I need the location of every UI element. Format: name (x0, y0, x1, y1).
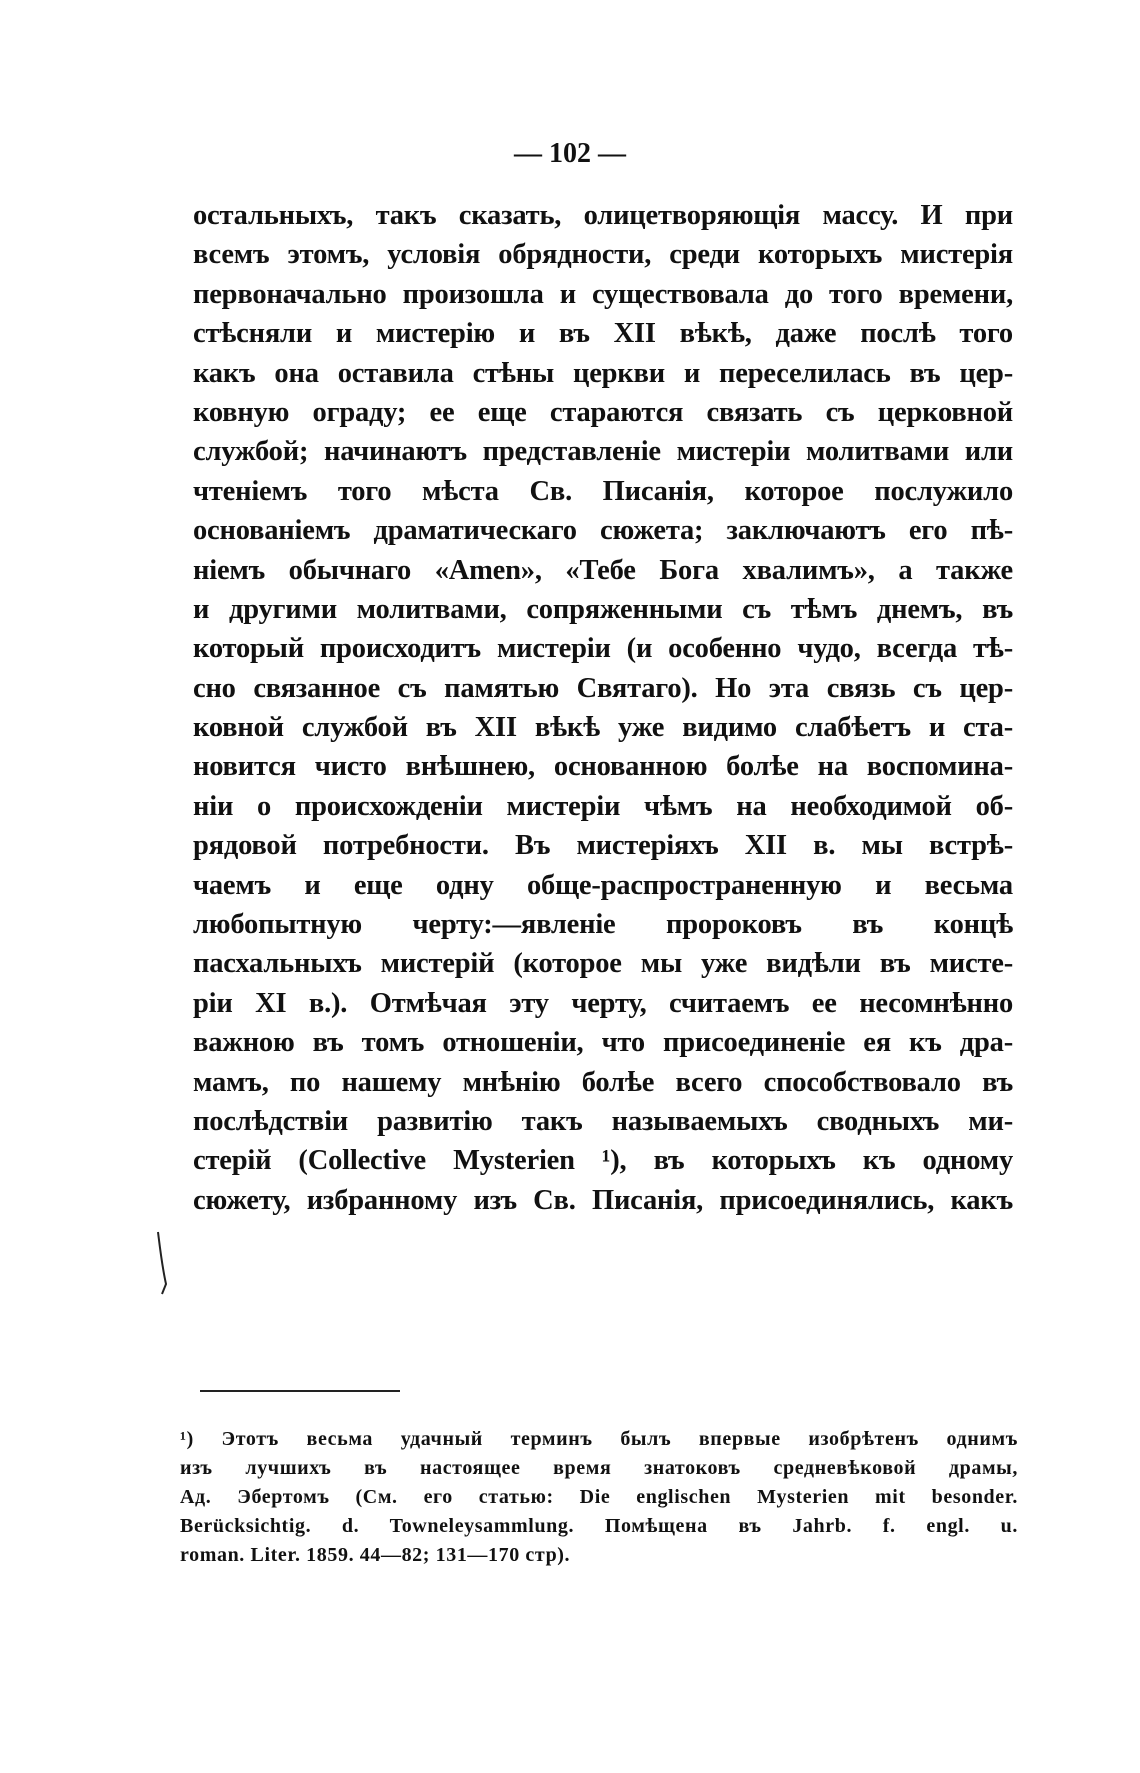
text-line: сно связанное съ памятью Святаго). Но эта связь съ цер- (193, 672, 1013, 704)
text-line: чаемъ и еще одну обще-распространенную и весьма (193, 869, 1013, 901)
text-line: остальныхъ, такъ сказать, олицетворяющія массу. И при (193, 200, 1013, 231)
footnote-line: Ад. Эбертомъ (См. его статью: Die englischen Mysterien mit besonder. (180, 1486, 1018, 1508)
text-line: основаніемъ драматическаго сюжета; заключаютъ его пѣ- (193, 515, 1013, 547)
text-line: мамъ, по нашему мнѣнію болѣе всего способствовало въ (193, 1066, 1013, 1098)
footnote (180, 1425, 1018, 1570)
footnote-line: ¹) Этотъ весьма удачный терминъ былъ впервые изобрѣтенъ однимъ (180, 1428, 1018, 1450)
text-line: который происходитъ мистеріи (и особенно чудо, всегда тѣ- (193, 633, 1013, 665)
footnote-divider (200, 1390, 400, 1392)
text-line: любопытную черту:—явленіе пророковъ въ концѣ (193, 909, 1013, 941)
margin-pencil-mark (156, 1228, 170, 1298)
text-line: стѣсняли и мистерію и въ XII вѣкѣ, даже послѣ того (193, 318, 1013, 350)
text-line: стерій (Collective Mysterien ¹), въ которыхъ къ одному (193, 1145, 1013, 1177)
text-line: пасхальныхъ мистерій (которое мы уже видѣли въ мисте- (193, 948, 1013, 980)
footnote-line: Berücksichtig. d. Towneleysammlung. Помѣщена въ Jahrb. f. engl. u. (180, 1515, 1018, 1537)
text-line: первоначально произошла и существовала до того времени, (193, 278, 1013, 310)
text-line: ковной службой въ XII вѣкѣ уже видимо слабѣетъ и ста- (193, 712, 1013, 744)
page-number: — 102 — (514, 138, 626, 169)
text-line: ніемъ обычнаго «Amen», «Тебе Бога хвалимъ», а также (193, 554, 1013, 586)
text-line: всемъ этомъ, условія обрядности, среди которыхъ мистерія (193, 239, 1013, 271)
footnote-line: изъ лучшихъ въ настоящее время знатоковъ средневѣковой драмы, (180, 1457, 1018, 1479)
text-line: послѣдствіи развитію такъ называемыхъ сводныхъ ми- (193, 1105, 1013, 1137)
footnote-line: roman. Liter. 1859. 44—82; 131—170 стр). (180, 1544, 571, 1566)
text-line: ріи XI в.). Отмѣчая эту черту, считаемъ ее несомнѣнно (193, 987, 1013, 1019)
text-line: рядовой потребности. Въ мистеріяхъ XII в. мы встрѣ- (193, 830, 1013, 862)
text-line: и другими молитвами, сопряженными съ тѣмъ днемъ, въ (193, 593, 1013, 625)
text-line: какъ она оставила стѣны церкви и переселилась въ цер- (193, 357, 1013, 389)
text-line: важною въ томъ отношеніи, что присоединеніе ея къ дра- (193, 1027, 1013, 1059)
text-line: службой; начинаютъ представленіе мистеріи молитвами или (193, 436, 1013, 468)
text-line: чтеніемъ того мѣста Св. Писанія, которое послужило (193, 475, 1013, 507)
text-line: ковную ограду; ее еще стараются связать съ церковной (193, 396, 1013, 428)
body-text (193, 196, 1013, 1220)
text-line: ніи о происхожденіи мистеріи чѣмъ на необходимой об- (193, 790, 1013, 822)
text-line: новится чисто внѣшнею, основанною болѣе на воспомина- (193, 751, 1013, 783)
text-line: сюжету, избранному изъ Св. Писанія, присоединялись, какъ (193, 1184, 1013, 1216)
